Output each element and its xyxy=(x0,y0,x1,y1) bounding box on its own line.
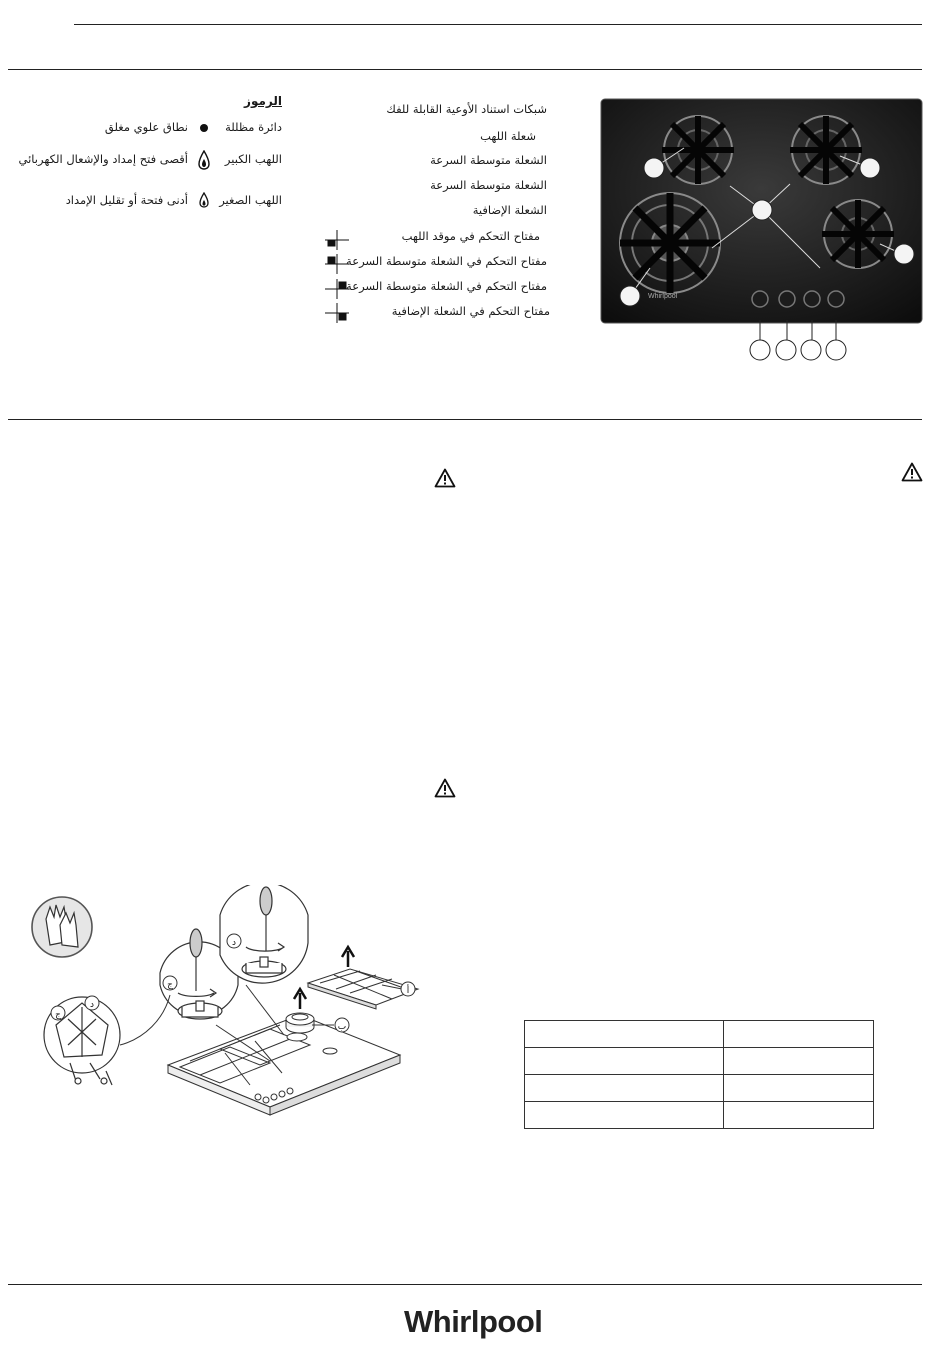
callout-marker xyxy=(894,244,914,264)
part-8: مفتاح التحكم في الشعلة متوسطة السرعة xyxy=(346,279,547,293)
knob xyxy=(263,1097,269,1103)
burner-part xyxy=(286,1013,314,1033)
burner-top-right xyxy=(790,116,862,184)
callout-marker xyxy=(860,158,880,178)
legend-label: اللهب الكبير xyxy=(224,152,282,166)
table-cell xyxy=(525,1075,724,1102)
lift-arrow xyxy=(294,989,306,1009)
knob-position-icon xyxy=(325,254,349,274)
table-cell xyxy=(525,1021,724,1048)
part-6: مفتاح التحكم في موقد اللهب xyxy=(401,229,540,243)
knob xyxy=(287,1088,293,1094)
large-flame-icon xyxy=(198,150,210,170)
whirlpool-logo: Whirlpool xyxy=(404,1304,543,1339)
table-cell xyxy=(525,1048,724,1075)
part-2: شعلة اللهب xyxy=(480,129,536,143)
knob xyxy=(779,291,795,307)
callout-marker xyxy=(826,340,846,360)
cooktop-base xyxy=(168,1015,400,1115)
legend-description: نطاق علوي مغلق xyxy=(104,120,188,134)
knob xyxy=(255,1094,261,1100)
table-cell xyxy=(724,1021,874,1048)
top-rule-short xyxy=(74,24,922,25)
warning-icon xyxy=(434,468,456,488)
section-rule-2 xyxy=(8,419,922,420)
part-3: الشعلة متوسطة السرعة xyxy=(430,153,547,167)
burner-assembly-illustration xyxy=(20,885,420,1125)
warning-icon xyxy=(901,462,923,482)
callout-marker xyxy=(750,340,770,360)
knob xyxy=(279,1091,285,1097)
legend-row-3 xyxy=(2,192,282,210)
table-cell xyxy=(724,1048,874,1075)
legend-row-1 xyxy=(2,120,282,136)
burner-bottom-left xyxy=(620,193,720,293)
callout-crown-label: د xyxy=(231,938,237,948)
knob-position-icon xyxy=(325,303,349,323)
legend-description: أقصى فتح إمداد والإشعال الكهربائي xyxy=(18,152,188,166)
callout-marker xyxy=(620,286,640,306)
burner-bottom-right xyxy=(822,200,894,268)
callout-burner-label: ب xyxy=(337,1022,347,1032)
knob-callout-markers xyxy=(750,340,846,360)
warning-icon xyxy=(434,778,456,798)
callout-marker xyxy=(776,340,796,360)
knob xyxy=(828,291,844,307)
table-cell xyxy=(525,1102,724,1129)
part-7: مفتاح التحكم في الشعلة متوسطة السرعة xyxy=(346,254,547,268)
filled-circle-icon xyxy=(200,124,208,132)
legend-label: اللهب الصغير xyxy=(219,193,282,207)
callout-marker xyxy=(801,340,821,360)
legend-label: دائرة مظللة xyxy=(225,120,282,134)
lift-arrow xyxy=(342,947,354,967)
gas-hob-illustration xyxy=(600,98,925,363)
legend-row-2 xyxy=(2,150,282,170)
knob-position-icons xyxy=(325,228,351,324)
callout-cap-label: ج xyxy=(167,980,173,990)
table-row xyxy=(525,1075,874,1102)
legend-description: أدنى فتحة أو تقليل الإمداد xyxy=(65,193,188,207)
part-9: مفتاح التحكم في الشعلة الإضافية xyxy=(391,304,550,318)
knob-position-icon xyxy=(325,230,349,250)
callout-marker xyxy=(644,158,664,178)
hob-brand-mark: Whirlpool xyxy=(648,293,678,300)
callout-grid-label: أ xyxy=(406,986,410,996)
small-flame-icon xyxy=(199,192,209,208)
part-1: شبكات استناد الأوعية القابلة للفك xyxy=(386,102,547,116)
knob-position-icon xyxy=(325,279,349,299)
knob xyxy=(752,291,768,307)
table-cell xyxy=(724,1075,874,1102)
burner-top-left xyxy=(662,116,734,184)
table-row xyxy=(525,1048,874,1075)
section-rule-1 xyxy=(8,69,922,70)
table-cell xyxy=(724,1102,874,1129)
callout-crown-label: د xyxy=(89,1000,95,1010)
callout-marker xyxy=(752,200,772,220)
knob xyxy=(804,291,820,307)
table-row xyxy=(525,1102,874,1129)
table-row xyxy=(525,1021,874,1048)
knob xyxy=(271,1094,277,1100)
gloves-icon xyxy=(32,897,92,957)
callout-cap-label: ج xyxy=(55,1010,61,1020)
legend-title: الرموز xyxy=(244,94,282,108)
part-5: الشعلة الإضافية xyxy=(472,203,547,217)
footer-rule xyxy=(8,1284,922,1285)
part-4: الشعلة متوسطة السرعة xyxy=(430,178,547,192)
specification-table xyxy=(524,1020,874,1129)
